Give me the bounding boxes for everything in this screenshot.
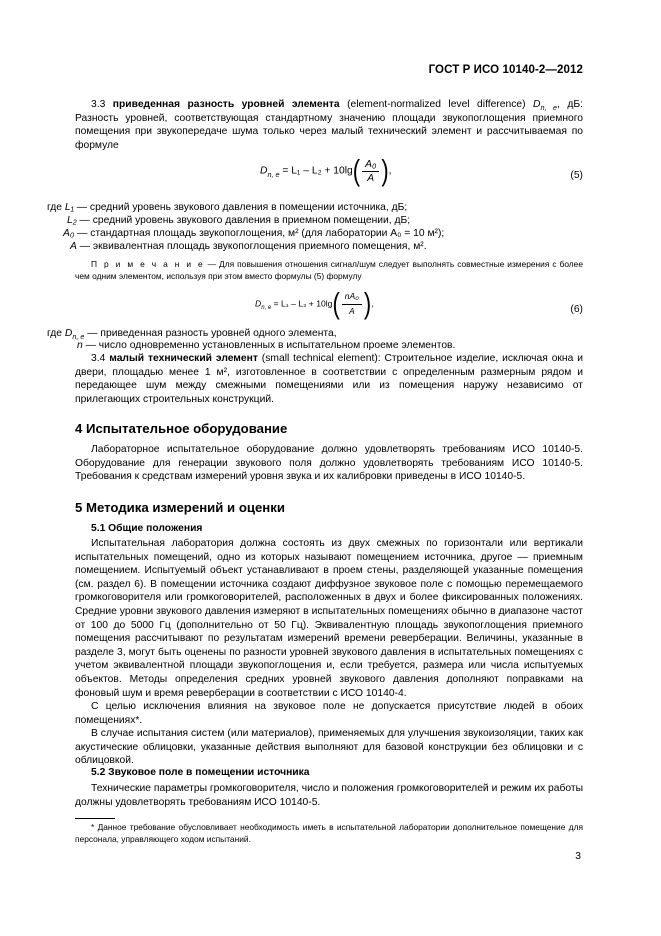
subsection-5-1-title: 5.1 Общие положения	[91, 523, 203, 534]
footnote: * Данное требование обусловливает необходимость иметь в испытательной лаборатории дополнительное помещение для персонала, управляющего ходом испытаний.	[75, 822, 583, 844]
page-number: 3	[575, 851, 581, 862]
footnote-divider	[75, 818, 115, 819]
section-5-title: 5 Методика измерений и оценки	[75, 500, 285, 515]
section-4-title: 4 Испытательное оборудование	[75, 421, 288, 436]
paragraph: С целью исключения влияния на звуковое поле не допускается присутствие людей в обоих помещениях*.	[75, 701, 583, 726]
paragraph: В случае испытания систем (или материалов), применяемых для улучшения звукоизоляции, таких как акустические облицовки, указанные действия выполняют для базовой конструкции без облицовки и с облицовкой.	[75, 728, 583, 767]
note: П р и м е ч а н и е — Для повышения отношения сигнал/шум следует выполнять совместные измерения с более чем одним элементом, используя при этом вместо формулы (5) формулу	[75, 259, 583, 281]
section-4-text: Лабораторное испытательное оборудование должно удовлетворять требованиям ИСО 10140-5. Оборудование для генерации звукового поля должно удовлетворять требованиям ИСО 10140-5. Требования к средствам измерений уровня звука и их калибровки приведены в ИСО 10140-5.	[75, 444, 583, 483]
equation-6-label: (6)	[570, 304, 583, 315]
where-row: n — число одновременно установленных в испытательном проеме элементов.	[77, 340, 456, 351]
document-header: ГОСТ Р ИСО 10140-2—2012	[428, 64, 583, 76]
equation-6: $D_{n, e} = L_1 - L_2 + 10\lg$( $\frac{\text{nA₀}}{A}$ ),	[255, 286, 374, 321]
subsection-5-2-title: 5.2 Звуковое поле в помещении источника	[91, 767, 310, 778]
equation-5-label: (5)	[570, 170, 583, 181]
paragraph: Технические параметры громкоговорителя, число и положения громкоговорителей и режим их работы должны удовлетворять требованиям ИСО 10140-5.	[75, 783, 583, 808]
term-element-normalized: приведенная разность уровней элемента	[112, 99, 340, 110]
definition-3-4: 3.4 малый технический элемент (small technical element): Строительное изделие, исключая окна и двери, площадью менее 1 м², изготовленное в соответствии с определенным размерным рядом и передающее шум между смежными помещениями или из помещения наружу независимо от прилегающих строительных конструкций.	[75, 353, 583, 405]
paragraph: Испытательная лаборатория должна состоять из двух смежных по горизонтали или вертикали испытательных помещений, одно из которых называют помещением источника, другое — приемным помещением. Испытуемый объект устанавливают в проем стены, разделяющей указанные помещения (см. раздел 6). В помещении источника создают диффузное звуковое поле с помощью перемещаемого громкоговорителя или громкоговорителей, расположенных в двух и более фиксированных положениях. Средние уровни звукового давления измеряют в испытательных помещениях обычно в диапазоне частот от 100 до 5000 Гц (дополнительно от 50 Гц). Эквивалентную площадь звукопоглощения приемного помещения рассчитывают по результатам измерений времени реверберации. Величины, указанные в разделе 3, могут быть оценены по разности уровней звукового давления в испытательных помещениях с учетом эквивалентной площади звукопоглощения и, если требуется, размера или числа испытуемых объектов. Методы определения средних уровней звукового давления дополняют поправками на фоновый шум и время реверберации в соответствии с ИСО 10140-4.	[75, 538, 583, 699]
definition-3-3: 3.3 приведенная разность уровней элемента (element-normalized level difference) $D_{n, e}$, дБ: Разность уровней, соответствующая стандартному значению площади звукопоглощения приемного помещения при звукопередаче шума только через малый технический элемент и рассчитываемая по формуле	[75, 99, 584, 151]
where-row: L₂ — средний уровень звукового давления в приемном помещении, дБ;	[67, 215, 411, 226]
where-row: A₀ — стандартная площадь звукопоглощения, м² (для лаборатории A₀ = 10 м²);	[63, 228, 445, 239]
where-row: A — эквивалентная площадь звукопоглощения приемного помещения, м².	[70, 241, 427, 252]
where-row: где $D_{n, e}$ — приведенная разность уровней одного элемента,	[47, 328, 337, 342]
equation-5: $D_{n, e} = L_1 - L_2 + 10\lg$( $\frac{\text{A₀}}{A}$ ),	[260, 153, 392, 188]
where-row: где L₁ — средний уровень звукового давления в помещении источника, дБ;	[47, 202, 408, 213]
term-small-technical-element: малый технический элемент	[109, 353, 258, 364]
